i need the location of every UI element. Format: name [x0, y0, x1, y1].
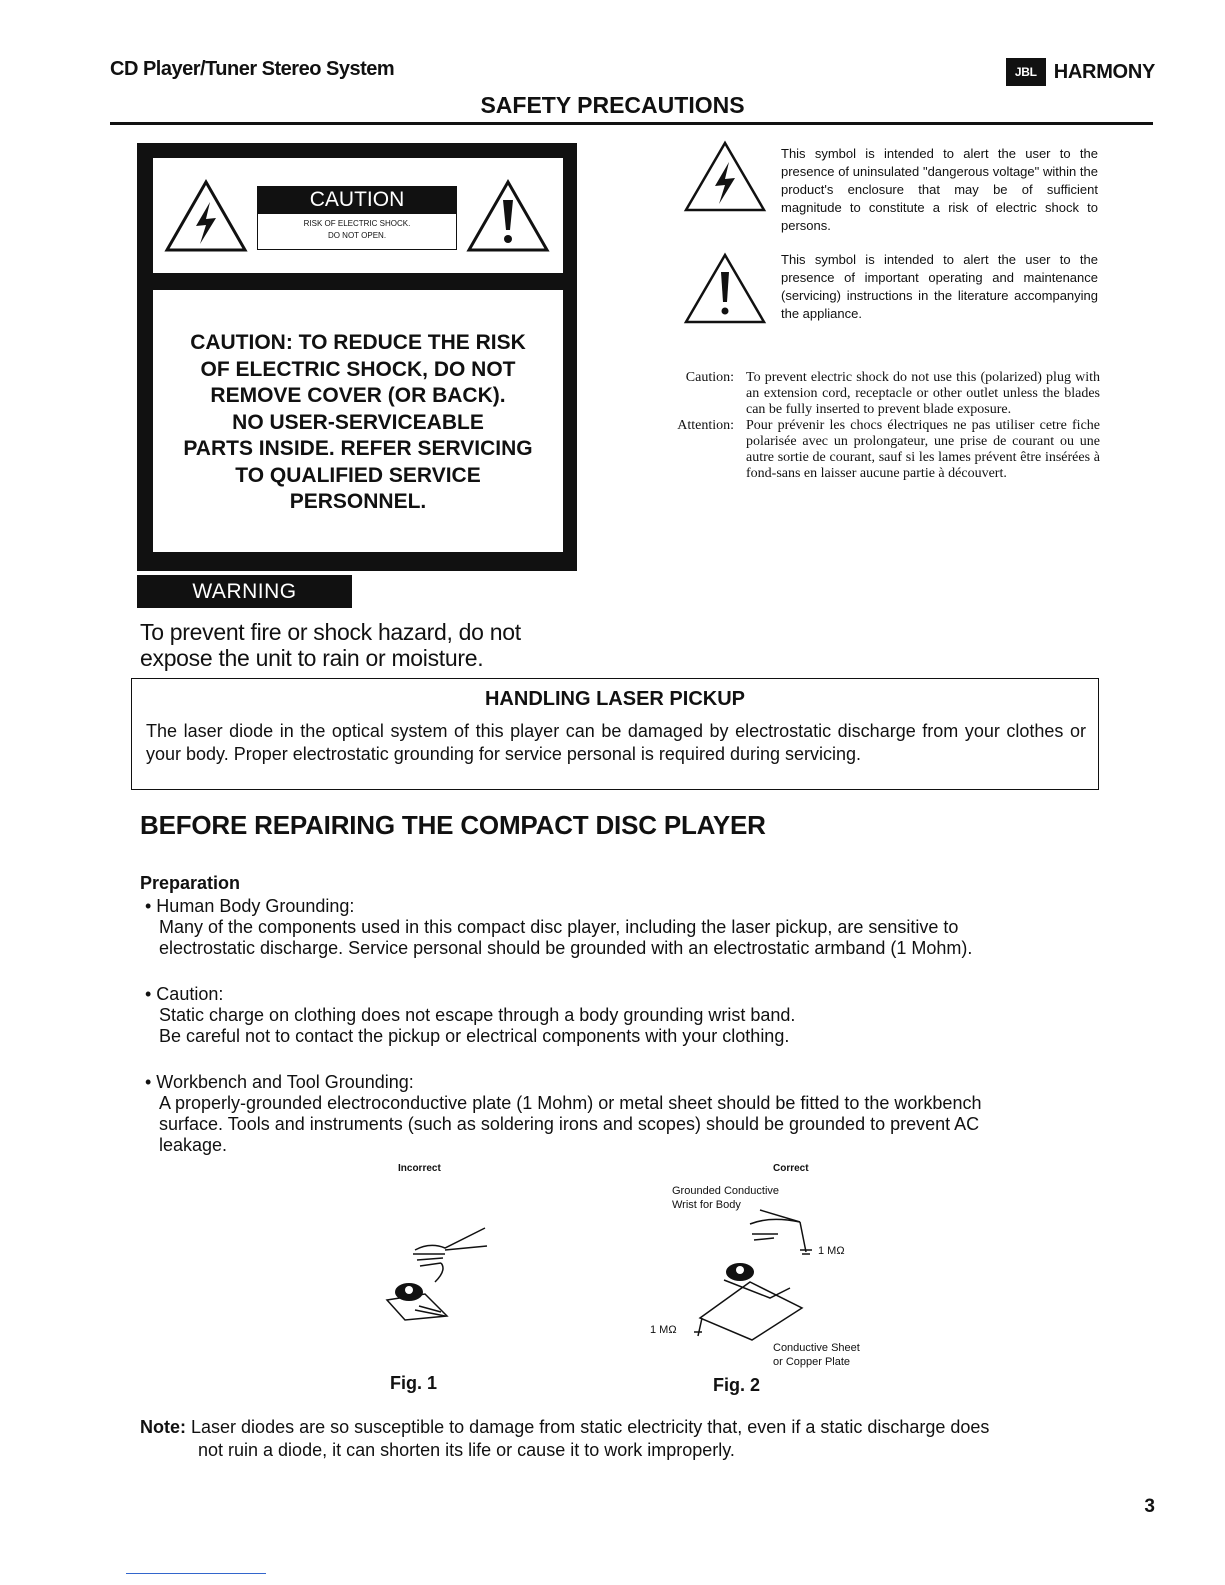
incorrect-handling-illustration — [375, 1220, 495, 1330]
plug-caution — [656, 370, 1100, 482]
exclamation-triangle-icon — [682, 252, 768, 326]
header-rule — [110, 122, 1153, 125]
preparation-item: • Workbench and Tool Grounding: A properly-grounded electroconductive plate (1 Mohm) or metal sheet should be fitted to the workbench surface. Tools and instruments (such as soldering irons and scopes) should be grounded to prevent AC leakage. — [145, 1072, 1120, 1156]
conductive-sheet-label: Conductive Sheet or Copper Plate — [773, 1342, 860, 1368]
shock-symbol-description: This symbol is intended to alert the user to the presence of uninsulated "dangerous voltage" within the product's enclosure that may be of sufficient magnitude to constitute a risk of electric shock to persons. — [781, 146, 1098, 233]
fig1-caption: Fig. 1 — [390, 1373, 438, 1393]
brand-header — [1006, 58, 1155, 86]
page-number: 3 — [1144, 1496, 1155, 1517]
caution-label: Caution: — [685, 370, 734, 385]
caution-subtext: RISK OF ELECTRIC SHOCK. DO NOT OPEN. — [257, 214, 457, 250]
lightning-triangle-icon — [682, 140, 768, 214]
warning-tag: WARNING — [137, 575, 352, 608]
exclamation-triangle-icon — [465, 178, 551, 254]
wrist-strap-label: Grounded Conductive Wrist for Body — [672, 1185, 780, 1211]
preparation-item: • Human Body Grounding: Many of the components used in this compact disc player, including the laser pickup, are sensitive to electrostatic discharge. Service personal should be grounded with an electrostatic armband (1 Mohm). — [145, 896, 1105, 959]
attention-plug-text: Pour prévenir les chocs électriques ne pas utiliser cetre fiche polarisée avec un prolongateur, une prise de courant ou une autre sortie de courant, sauf si les lames prévent être insérées à fond-sans en laisser aucune partie à découvert. — [746, 418, 1100, 481]
fig2-label: Correct — [773, 1163, 809, 1174]
preparation-heading: Preparation — [140, 873, 241, 893]
caution-tag: CAUTION — [257, 186, 457, 214]
note-label: Note: — [140, 1417, 186, 1437]
repair-section-title: BEFORE REPAIRING THE COMPACT DISC PLAYER — [140, 810, 766, 840]
caution-plug-text: To prevent electric shock do not use this (polarized) plug with an extension cord, receptacle or other outlet unless the blades can be fully inserted to prevent blade exposure. — [746, 370, 1100, 417]
laser-note: Note: Laser diodes are so susceptible to damage from static electricity that, even if a static discharge does not ruin a diode, it can shorten its life or cause it to work improperly. — [140, 1417, 990, 1460]
laser-pickup-title: HANDLING LASER PICKUP — [484, 688, 745, 710]
attention-label: Attention: — [677, 418, 734, 433]
page-title: SAFETY PRECAUTIONS — [480, 92, 745, 118]
warning-text: To prevent fire or shock hazard, do not expose the unit to rain or moisture. — [140, 619, 521, 671]
caution-statement: CAUTION: TO REDUCE THE RISK OF ELECTRIC SHOCK, DO NOT REMOVE COVER (OR BACK). NO USER-SERVICEABLE PARTS INSIDE. REFER SERVICING TO QUALIFIED SERVICE PERSONNEL. — [183, 331, 533, 513]
item-heading: • Workbench and Tool Grounding: — [145, 1072, 414, 1092]
brand-name: HARMONY — [1053, 60, 1155, 83]
item-heading: • Human Body Grounding: — [145, 896, 355, 916]
sheet-resistor-label: 1 MΩ — [650, 1324, 677, 1336]
lightning-triangle-icon — [163, 178, 249, 254]
footer-divider — [126, 1573, 266, 1574]
laser-pickup-text: The laser diode in the optical system of this player can be damaged by electrostatic discharge from your clothes or your body. Proper electrostatic grounding for service personal is required during servicing. — [146, 721, 1086, 764]
item-heading: • Caution: — [145, 984, 224, 1004]
preparation-item: • Caution: Static charge on clothing does not escape through a body grounding wrist band. Be careful not to contact the pickup or electrical components with your clothing. — [145, 984, 1105, 1047]
instruction-symbol-description: This symbol is intended to alert the user to the presence of important operating and maintenance (servicing) instructions in the literature accompanying the appliance. — [781, 252, 1098, 321]
wrist-resistor-label: 1 MΩ — [818, 1245, 845, 1257]
document-title: CD Player/Tuner Stereo System — [110, 58, 395, 80]
fig2-caption: Fig. 2 — [713, 1375, 761, 1395]
fig1-label: Incorrect — [398, 1163, 441, 1174]
jbl-logo: JBL — [1006, 58, 1046, 86]
